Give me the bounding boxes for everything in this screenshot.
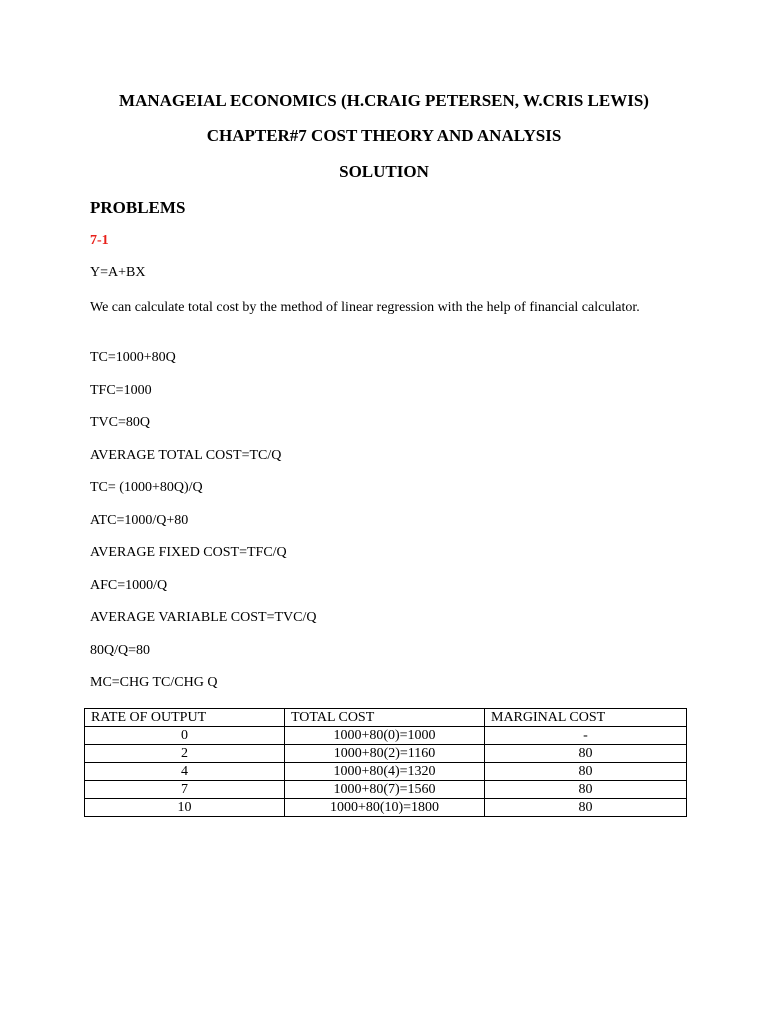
table-header-row <box>85 709 687 727</box>
solution-heading: SOLUTION <box>339 162 429 181</box>
rate-of-output-cell: 10 <box>85 799 285 817</box>
document-title: MANAGEIAL ECONOMICS (H.CRAIG PETERSEN, W.CRIS LEWIS) <box>119 91 649 110</box>
tfc-line: TFC=1000 <box>90 383 152 398</box>
tc-over-q-line: TC= (1000+80Q)/Q <box>90 480 203 495</box>
problem-number: 7-1 <box>90 233 109 248</box>
total-cost-cell: 1000+80(7)=1560 <box>285 781 485 799</box>
mc-line: MC=CHG TC/CHG Q <box>90 675 218 690</box>
marginal-cost-cell: 80 <box>485 799 687 817</box>
total-cost-cell: 1000+80(10)=1800 <box>285 799 485 817</box>
equation-line: Y=A+BX <box>90 265 146 280</box>
column-header-marginal-cost: MARGINAL COST <box>485 709 687 727</box>
avc-line: 80Q/Q=80 <box>90 643 151 658</box>
rate-of-output-cell: 7 <box>85 781 285 799</box>
total-cost-cell: 1000+80(0)=1000 <box>285 727 485 745</box>
rate-of-output-cell: 2 <box>85 745 285 763</box>
table-row <box>85 727 687 745</box>
cost-table <box>84 708 687 817</box>
total-cost-cell: 1000+80(4)=1320 <box>285 763 485 781</box>
rate-of-output-cell: 4 <box>85 763 285 781</box>
afc-line: AFC=1000/Q <box>90 578 168 593</box>
tvc-line: TVC=80Q <box>90 415 151 430</box>
marginal-cost-cell: 80 <box>485 763 687 781</box>
atc-line: ATC=1000/Q+80 <box>90 513 189 528</box>
table-row <box>85 781 687 799</box>
marginal-cost-cell: 80 <box>485 745 687 763</box>
avc-definition-line: AVERAGE VARIABLE COST=TVC/Q <box>90 610 317 625</box>
problems-heading: PROBLEMS <box>90 198 186 217</box>
atc-definition-line: AVERAGE TOTAL COST=TC/Q <box>90 448 282 463</box>
marginal-cost-cell: - <box>485 727 687 745</box>
total-cost-cell: 1000+80(2)=1160 <box>285 745 485 763</box>
column-header-total-cost: TOTAL COST <box>285 709 485 727</box>
afc-definition-line: AVERAGE FIXED COST=TFC/Q <box>90 545 287 560</box>
table-row <box>85 799 687 817</box>
column-header-rate-of-output: RATE OF OUTPUT <box>85 709 285 727</box>
table-row <box>85 745 687 763</box>
marginal-cost-cell: 80 <box>485 781 687 799</box>
tc-line: TC=1000+80Q <box>90 350 176 365</box>
explanation-paragraph: We can calculate total cost by the method of linear regression with the help of financial calculator. <box>90 300 640 315</box>
chapter-title: CHAPTER#7 COST THEORY AND ANALYSIS <box>206 126 562 145</box>
rate-of-output-cell: 0 <box>85 727 285 745</box>
table-row <box>85 763 687 781</box>
